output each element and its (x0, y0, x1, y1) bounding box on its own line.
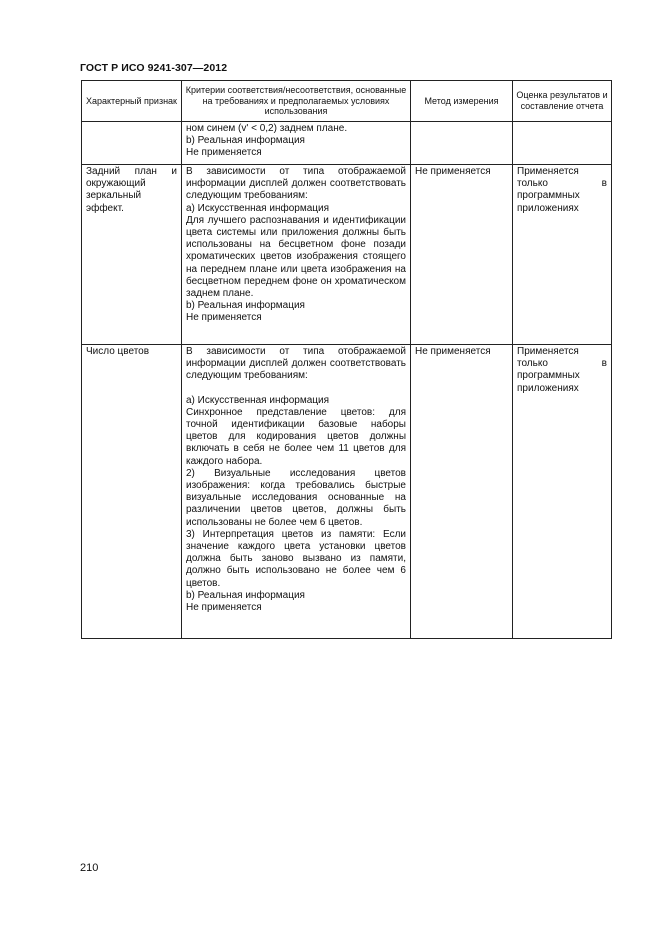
column-header-criteria: Критерии соответствия/несоответствия, основанные на требованиях и предполагаемых условиях использования (182, 81, 411, 122)
column-header-method: Метод измерения (411, 81, 513, 122)
evaluation-cell: Применяется только в программных приложениях (513, 345, 612, 639)
evaluation-cell: Применяется только в программных приложениях (513, 165, 612, 345)
feature-cell: Число цветов (82, 345, 182, 639)
method-cell (411, 122, 513, 165)
method-cell: Не применяется (411, 165, 513, 345)
criteria-blank-line (186, 383, 406, 395)
criteria-cell (182, 345, 411, 639)
table-row (82, 165, 612, 345)
table-row (82, 122, 612, 165)
method-cell: Не применяется (411, 345, 513, 639)
criteria-line: Для лучшего распознавания и идентификации цвета системы или приложения должны быть использованы на бесцветном фоне позади хроматических цветов изображения стоящего на переднем плане или цвета изображения на бесцветном переднем фоне он хроматическом заднем плане. (186, 214, 406, 300)
criteria-line: Не применяется (186, 147, 262, 159)
column-header-evaluation: Оценка результатов и составление отчета (513, 81, 612, 122)
column-header-feature: Характерный признак (82, 81, 182, 122)
criteria-line: b) Реальная информация (186, 135, 305, 147)
criteria-cell (182, 165, 411, 345)
feature-cell: Задний план и окружающий зеркальный эффект. (82, 165, 182, 345)
criteria-cell (182, 122, 411, 165)
criteria-line: Не применяется (186, 602, 262, 614)
feature-cell (82, 122, 182, 165)
criteria-line: а) Искусственная информация (186, 202, 329, 214)
page-number: 210 (80, 862, 99, 874)
criteria-line: b) Реальная информация (186, 300, 305, 312)
criteria-line: В зависимости от типа отображаемой информации дисплей должен соответствовать следующим требованиям: (186, 346, 406, 382)
criteria-line: ном синем (v' < 0,2) заднем плане. (186, 123, 348, 134)
criteria-line: Не применяется (186, 312, 262, 324)
criteria-line: 3) Интерпретация цветов из памяти: Если значение каждого цвета установки цветов должна быть заново вызвано из памяти, должно быть использовано не более чем 6 цветов. (186, 528, 406, 589)
criteria-line: Синхронное представление цветов: для точной идентификации базовые наборы цветов для кодирования цветов должны включать в себя не более чем 11 цветов для каждого набора. (186, 406, 406, 467)
evaluation-cell (513, 122, 612, 165)
table-header-row (82, 81, 612, 122)
criteria-line: В зависимости от типа отображаемой информации дисплей должен соответствовать следующим требованиям: (186, 166, 406, 202)
criteria-table (81, 80, 612, 639)
table-row (82, 345, 612, 639)
criteria-line: а) Искусственная информация (186, 394, 329, 406)
document-header: ГОСТ Р ИСО 9241-307—2012 (80, 62, 228, 74)
criteria-line: 2) Визуальные исследования цветов изображения: когда требовались быстрые визуальные исследования основанные на различении цветов цветов, должны быть использованы не более чем 6 цветов. (186, 467, 406, 528)
criteria-line: b) Реальная информация (186, 589, 305, 601)
